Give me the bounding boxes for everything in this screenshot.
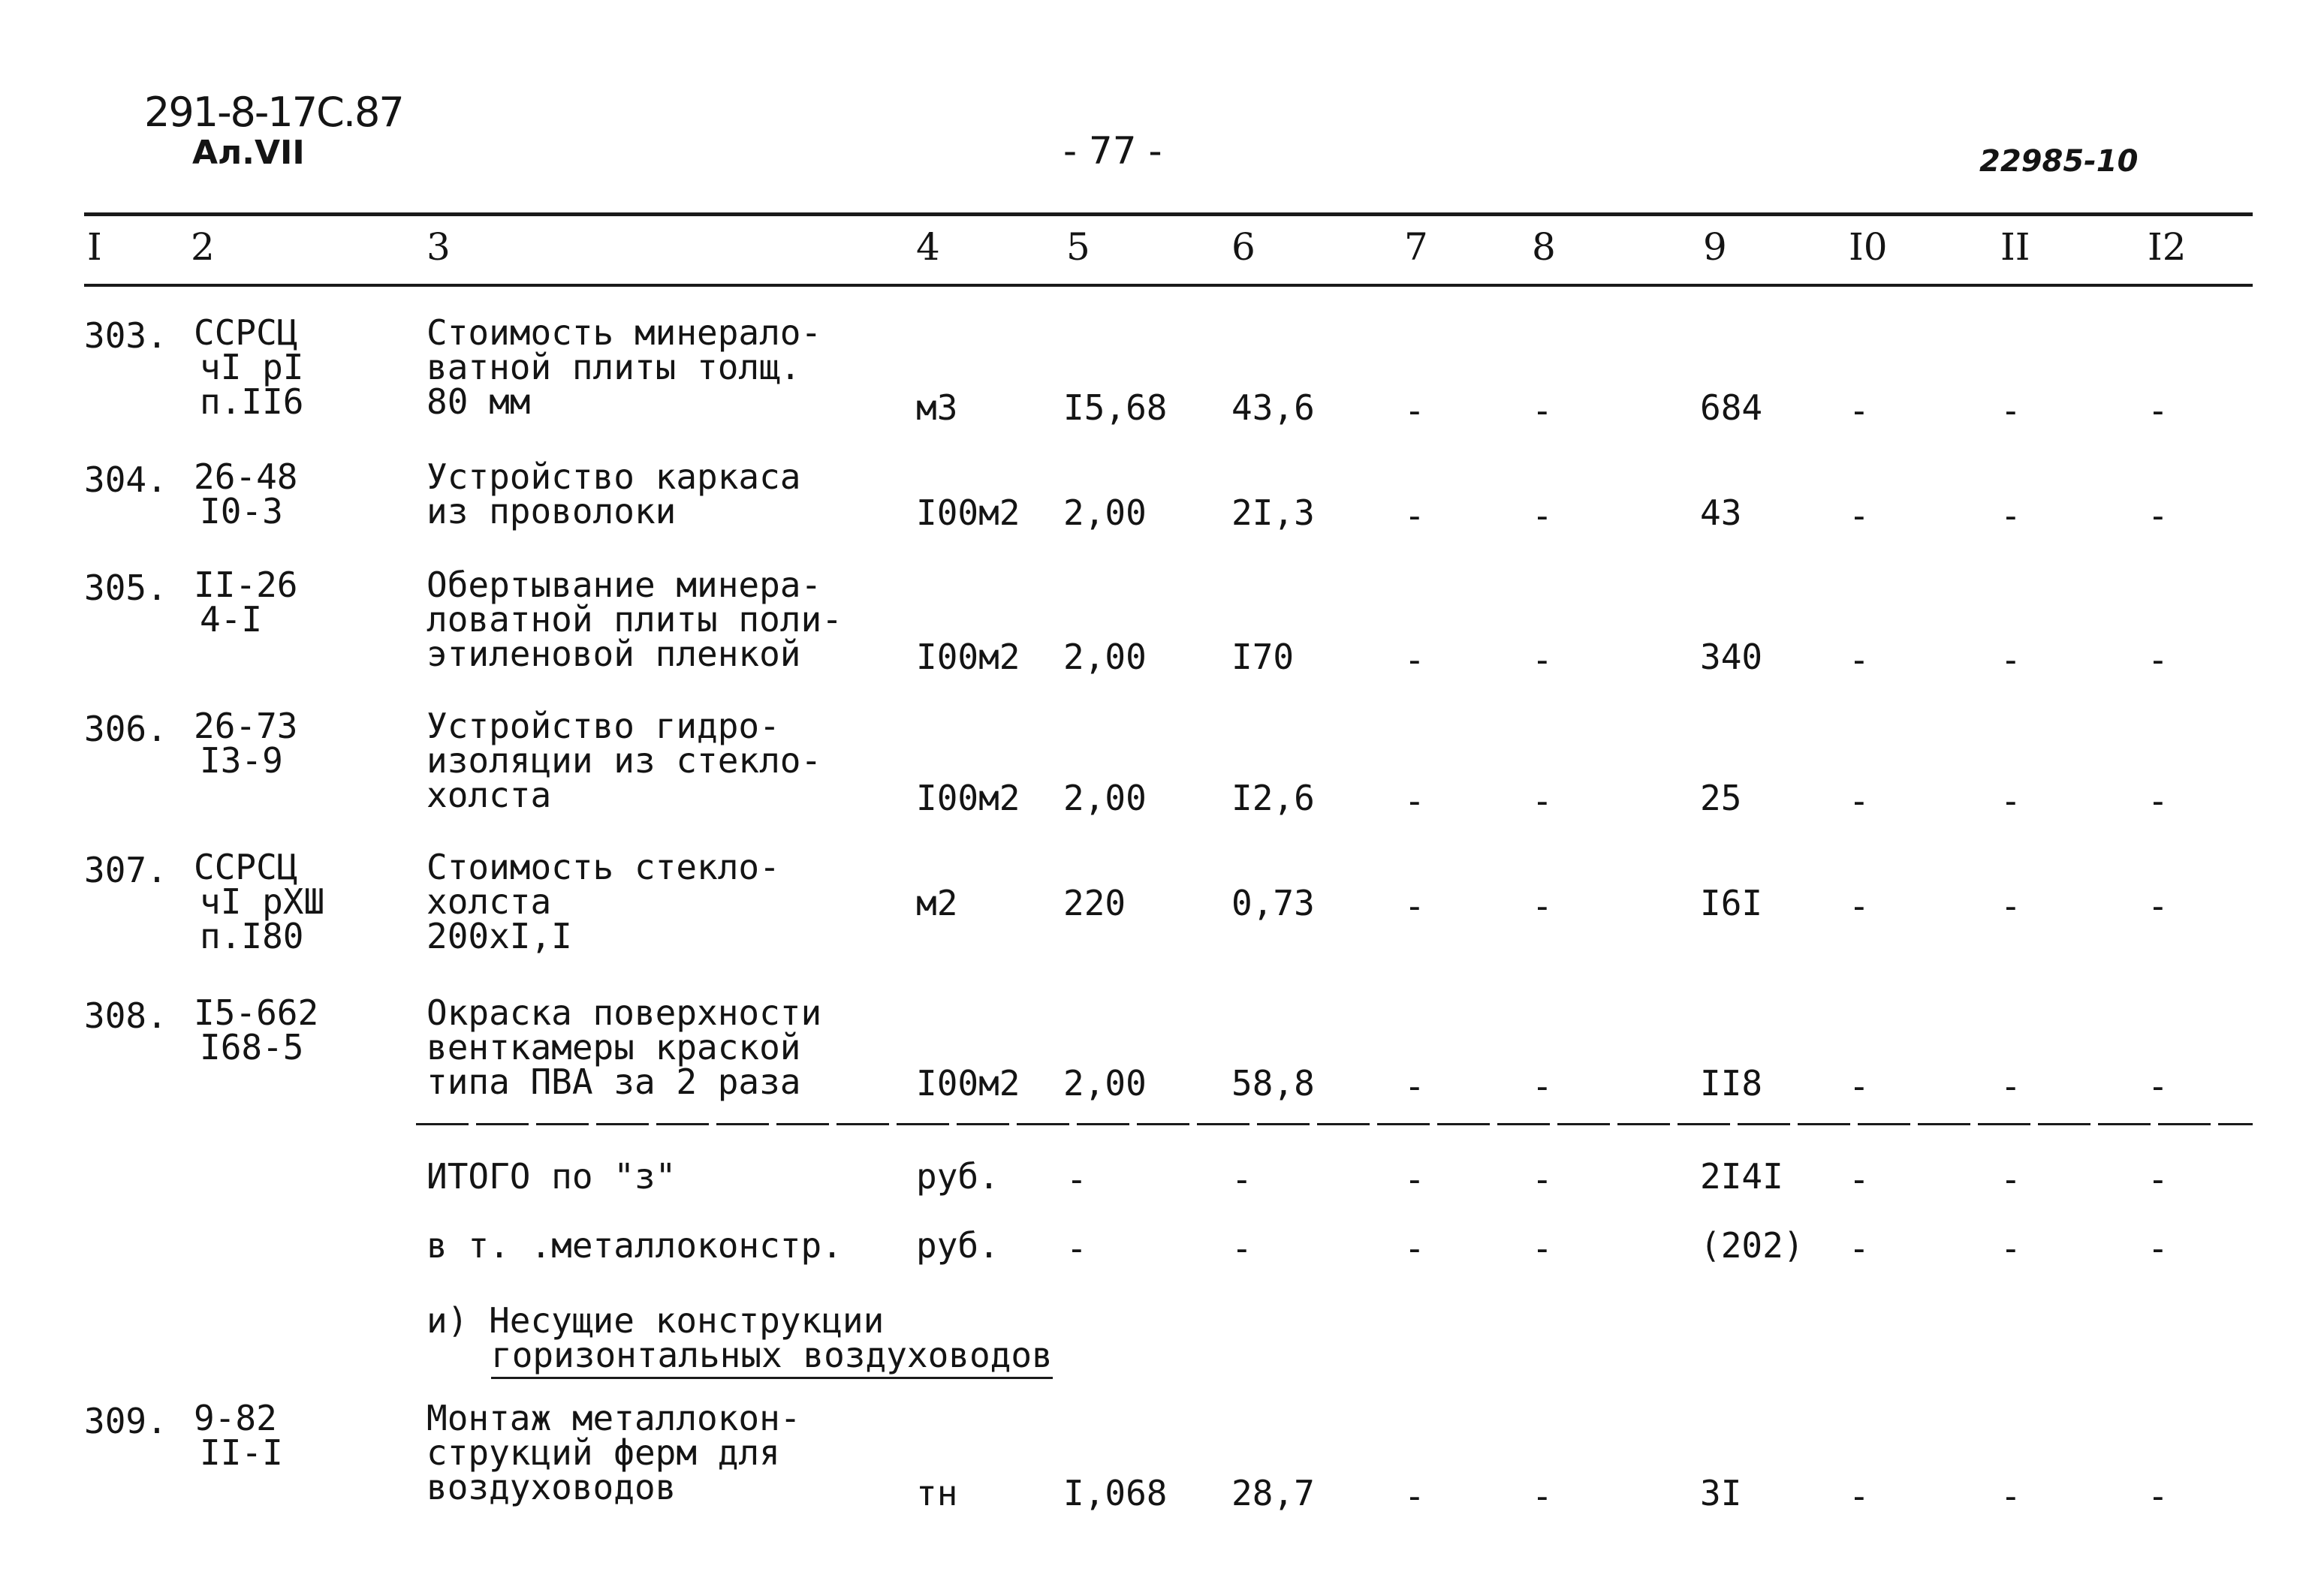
row-number: 307. [84,850,167,890]
subtotal-col8: - [1532,1228,1553,1269]
row-col11: - [2000,1066,2021,1107]
row-price: I2,6 [1231,778,1315,818]
row-col7: - [1404,781,1425,821]
row-col11: - [2000,495,2021,536]
document-code: 291-8-17C.87 [144,89,403,136]
row-description: Окраска поверхности венткамеры краской типа ПВА за 2 раза [427,992,822,1102]
total-col12: - [2148,1159,2169,1200]
row-unit: м3 [916,387,958,428]
row-cost: 340 [1700,637,1763,677]
subtotal-label: в т. .металлоконстр. [427,1225,843,1266]
row-quantity: 220 [1063,883,1126,923]
row-quantity: I,068 [1063,1473,1168,1513]
row-col10: - [1849,390,1870,431]
row-code: II-26 4-I [194,565,298,640]
row-price: 58,8 [1231,1063,1315,1104]
row-col8: - [1532,1476,1553,1516]
row-unit: м2 [916,883,958,923]
row-col10: - [1849,886,1870,926]
row-col12: - [2148,495,2169,536]
row-col10: - [1849,495,1870,536]
row-code: 26-48 I0-3 [194,456,298,531]
row-description: Обертывание минера- ловатной плиты поли- этиленовой пленкой [427,565,843,674]
column-header: 7 [1404,225,1428,269]
row-cost: 43 [1700,492,1742,533]
row-price: 28,7 [1231,1473,1315,1513]
row-number: 304. [84,459,167,500]
row-description: Устройство каркаса из проволоки [427,456,801,531]
column-header: 9 [1703,225,1727,269]
row-col7: - [1404,390,1425,431]
row-col7: - [1404,1066,1425,1107]
row-price: 2I,3 [1231,492,1315,533]
total-label: ИТОГО по "з" [427,1156,677,1197]
row-col10: - [1849,781,1870,821]
row-code: 9-82 II-I [194,1398,283,1473]
row-col7: - [1404,640,1425,680]
row-col8: - [1532,781,1553,821]
row-col11: - [2000,640,2021,680]
row-col12: - [2148,781,2169,821]
subtotal-unit: руб. [916,1225,999,1266]
row-col11: - [2000,781,2021,821]
row-unit: I00м2 [916,778,1020,818]
row-unit: тн [916,1473,958,1513]
row-code: 26-73 I3-9 [194,706,298,781]
document-number: 22985-10 [1979,144,2139,179]
row-number: 308. [84,995,167,1036]
row-quantity: 2,00 [1063,1063,1147,1104]
column-header: 4 [916,225,940,269]
subtotal-price: - [1231,1228,1252,1269]
row-col10: - [1849,640,1870,680]
total-qty: - [1066,1159,1087,1200]
row-col7: - [1404,1476,1425,1516]
table-top-rule [84,212,2253,216]
row-description: Стоимость минерало- ватной плиты толщ. 80 мм [427,312,822,422]
row-number: 305. [84,568,167,608]
total-price: - [1231,1159,1252,1200]
row-col12: - [2148,640,2169,680]
row-number: 309. [84,1401,167,1441]
row-cost: 684 [1700,387,1763,428]
row-code: ССРСЦ чI pXШ п.I80 [194,847,325,956]
subtotal-col7: - [1404,1228,1425,1269]
row-col11: - [2000,1476,2021,1516]
page-number: - 77 - [1063,129,1162,173]
row-col11: - [2000,390,2021,431]
row-quantity: 2,00 [1063,778,1147,818]
row-col7: - [1404,495,1425,536]
row-cost: 3I [1700,1473,1742,1513]
row-cost: 25 [1700,778,1742,818]
row-price: I70 [1231,637,1295,677]
total-col10: - [1849,1159,1870,1200]
row-quantity: 2,00 [1063,492,1147,533]
subtotal-cost: (202) [1700,1225,1804,1266]
column-header: 2 [191,225,215,269]
total-col8: - [1532,1159,1553,1200]
row-price: 0,73 [1231,883,1315,923]
row-col12: - [2148,886,2169,926]
column-header: II [2000,225,2030,269]
column-header: 3 [427,225,451,269]
row-description: Монтаж металлокон- струкций ферм для воздуховодов [427,1398,801,1507]
subtotal-col12: - [2148,1228,2169,1269]
column-header: I2 [2148,225,2187,269]
row-col8: - [1532,640,1553,680]
row-col10: - [1849,1066,1870,1107]
row-col12: - [2148,390,2169,431]
column-header: 6 [1231,225,1255,269]
column-header: 8 [1532,225,1556,269]
row-col11: - [2000,886,2021,926]
row-number: 306. [84,709,167,749]
section-heading: и) Несущие конструкции горизонтальных воздуховодов [427,1303,1053,1372]
sheet-label: Ал.VII [192,134,305,172]
column-header: I [87,225,102,269]
row-col8: - [1532,1066,1553,1107]
row-col8: - [1532,390,1553,431]
row-col7: - [1404,886,1425,926]
row-col8: - [1532,886,1553,926]
row-number: 303. [84,315,167,356]
subtotal-qty: - [1066,1228,1087,1269]
row-quantity: I5,68 [1063,387,1168,428]
row-col12: - [2148,1476,2169,1516]
subtotal-col11: - [2000,1228,2021,1269]
row-code: ССРСЦ чI pI п.II6 [194,312,304,422]
row-price: 43,6 [1231,387,1315,428]
row-col8: - [1532,495,1553,536]
row-cost: II8 [1700,1063,1763,1104]
table-header-rule [84,284,2253,287]
total-cost: 2I4I [1700,1156,1783,1197]
column-header: 5 [1066,225,1090,269]
column-header: I0 [1849,225,1888,269]
row-unit: I00м2 [916,637,1020,677]
row-description: Стоимость стекло- холста 200xI,I [427,847,780,956]
row-description: Устройство гидро- изоляции из стекло- холста [427,706,822,815]
row-col10: - [1849,1476,1870,1516]
row-cost: I6I [1700,883,1763,923]
row-unit: I00м2 [916,1063,1020,1104]
row-quantity: 2,00 [1063,637,1147,677]
total-col7: - [1404,1159,1425,1200]
row-col12: - [2148,1066,2169,1107]
subtotal-dashed-rule [416,1123,2253,1125]
total-unit: руб. [916,1156,999,1197]
total-col11: - [2000,1159,2021,1200]
row-code: I5-662 I68-5 [194,992,319,1068]
row-unit: I00м2 [916,492,1020,533]
subtotal-col10: - [1849,1228,1870,1269]
